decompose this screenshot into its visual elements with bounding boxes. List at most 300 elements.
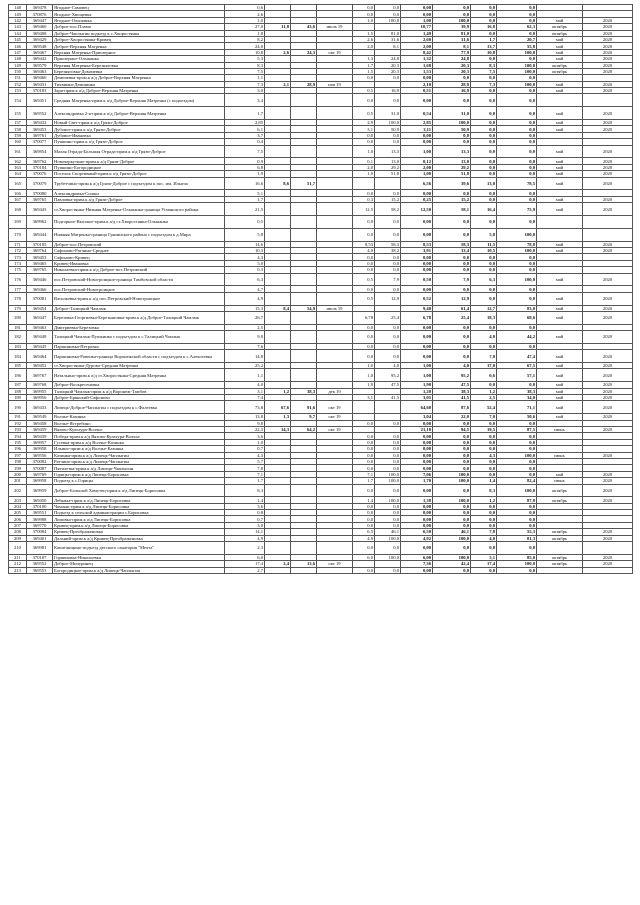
cell-plan-km: 0,0 (353, 11, 375, 17)
cell-plan-km: 0,0 (353, 420, 375, 426)
cell-fact-km: 0,51 (401, 88, 433, 94)
cell-fact-km: 0,00 (401, 433, 433, 439)
cell-year: 2020 (583, 478, 633, 484)
cell-road-id: 369458 (27, 420, 53, 426)
cell-repaired-km: 67,6 (265, 401, 291, 414)
cell-fact-km: 0,00 (401, 228, 433, 241)
cell-road-id: 369579 (27, 62, 53, 68)
cell-fact-pct: 94,5 (433, 427, 471, 433)
cell-plan-pct: 0,0 (375, 420, 401, 426)
cell-length: 6,8 (225, 164, 265, 170)
cell-year: 2020 (583, 452, 633, 458)
cell-month: май (537, 401, 583, 414)
cell-road-name: Волчье-Казинка (53, 414, 225, 420)
cell-plan-pct: 0,0 (375, 254, 401, 260)
cell-length: 0,4 (225, 139, 265, 145)
cell-plan-km: 0,0 (353, 567, 375, 573)
cell-fact-pct: 0,0 (433, 510, 471, 516)
cell-road-name: ст.Хворостянка-Нижняя Матренка-Ольшанка-граница Усманского района (53, 203, 225, 216)
cell-length: 21,5 (225, 203, 265, 216)
cell-norm-pct: 0,0 (497, 254, 537, 260)
cell-norm-pct: 0,0 (497, 88, 537, 94)
cell-row-number: 167 (9, 196, 27, 202)
cell-repaired-km: 14,3 (265, 427, 291, 433)
cell-norm-km: 2,5 (471, 395, 497, 401)
cell-norm-km: 7,8 (471, 529, 497, 535)
cell-norm-km: 6,3 (471, 273, 497, 286)
cell-fact-km: 2,00 (401, 43, 433, 49)
table-row (9, 311, 633, 324)
cell-length: 3,0 (225, 522, 265, 528)
cell-year: 2020 (583, 561, 633, 567)
cell-road-name: Поселок Спортивный-прим.к а/д Грязи-Доброе (53, 171, 225, 177)
cell-fact-pct: 13,3 (433, 145, 471, 158)
cell-row-number: 160 (9, 139, 27, 145)
cell-repaired-pct (291, 273, 317, 286)
cell-norm-km: 17,4 (471, 561, 497, 567)
cell-norm-pct: 100,0 (497, 62, 537, 68)
cell-road-id: 370082 (27, 458, 53, 464)
cell-norm-km: 0,0 (471, 56, 497, 62)
cell-repair-date: окт 19 (317, 561, 353, 567)
cell-fact-pct: 4,0 (433, 363, 471, 369)
cell-road-name: Верхняя Матренка-Березняговка (53, 62, 225, 68)
cell-length: 7,5 (225, 145, 265, 158)
cell-fact-pct: 0,0 (433, 439, 471, 445)
cell-road-id: 369408 (27, 30, 53, 36)
cell-norm-pct: 0,0 (497, 471, 537, 477)
cell-repair-date (317, 350, 353, 363)
cell-fact-pct: 58,1 (433, 203, 471, 216)
cell-norm-km: 0,0 (471, 164, 497, 170)
cell-plan-km: 0,0 (353, 522, 375, 528)
cell-fact-km: 1,53 (401, 68, 433, 74)
cell-norm-pct: 100,0 (497, 49, 537, 55)
cell-year: 2020 (583, 120, 633, 126)
cell-road-name: пос.Петровский-Новотроицкое (53, 286, 225, 292)
cell-fact-pct: 0,0 (433, 420, 471, 426)
cell-plan-pct: 0,0 (375, 439, 401, 445)
cell-road-id: 370184 (27, 164, 53, 170)
cell-repaired-km (265, 273, 291, 286)
cell-month: май (537, 36, 583, 42)
cell-plan-pct: 0,0 (375, 465, 401, 471)
cell-fact-pct: 12,9 (433, 292, 471, 305)
cell-fact-pct: 51,8 (433, 171, 471, 177)
cell-month (537, 542, 583, 555)
cell-plan-km: 0,0 (353, 510, 375, 516)
cell-norm-km: 0,0 (471, 542, 497, 555)
cell-norm-pct: 0,0 (497, 120, 537, 126)
cell-row-number: 199 (9, 465, 27, 471)
cell-road-id: 370100 (27, 503, 53, 509)
cell-norm-pct: 78,5 (497, 177, 537, 190)
cell-length: 7,3 (225, 81, 265, 87)
cell-norm-pct: 0,0 (497, 132, 537, 138)
cell-norm-km: 0,0 (471, 190, 497, 196)
cell-length: 2,5 (225, 324, 265, 330)
cell-road-id: 369431 (27, 81, 53, 87)
cell-road-id: 369463 (27, 68, 53, 74)
cell-road-id: 370185 (27, 241, 53, 247)
cell-norm-pct: 0,0 (497, 292, 537, 305)
cell-road-name: Ильино-прим.к а/д Волчье-Казинка (53, 446, 225, 452)
cell-fact-pct: 100,0 (433, 17, 471, 23)
cell-plan-pct: 58,2 (375, 203, 401, 216)
cell-repaired-pct (291, 215, 317, 228)
cell-length: 5,3 (225, 56, 265, 62)
cell-row-number: 181 (9, 324, 27, 330)
cell-row-number: 201 (9, 478, 27, 484)
cell-length: 1,8 (225, 30, 265, 36)
cell-repaired-pct (291, 107, 317, 120)
cell-norm-km: 0,0 (471, 30, 497, 36)
cell-plan-km: 0,0 (353, 254, 375, 260)
cell-road-name: Доброе-Талицкий Чамлык (53, 305, 225, 311)
cell-road-name: Горицы-прим.к а/д Липецк-Борисовка (53, 471, 225, 477)
cell-road-name: Доброе-Чаплыгин подъезд к с.Хворостянка (53, 30, 225, 36)
cell-plan-pct: 15,2 (375, 196, 401, 202)
cell-plan-pct: 0,0 (375, 11, 401, 17)
cell-road-id: 369464 (27, 350, 53, 363)
cell-norm-pct: 0,0 (497, 433, 537, 439)
cell-plan-km: 8,53 (353, 241, 375, 247)
cell-fact-km: 0,00 (401, 324, 433, 330)
cell-month: май (537, 382, 583, 388)
cell-row-number: 185 (9, 363, 27, 369)
cell-fact-pct: 0,0 (433, 542, 471, 555)
cell-plan-pct: 38,2 (375, 247, 401, 253)
cell-norm-km: 1,2 (471, 388, 497, 394)
cell-fact-km: 0,00 (401, 420, 433, 426)
cell-repair-date (317, 215, 353, 228)
cell-month: октябрь (537, 62, 583, 68)
cell-fact-km: 1,70 (401, 478, 433, 484)
cell-norm-km: 7,3 (471, 81, 497, 87)
cell-year: 2020 (583, 273, 633, 286)
cell-road-name: Доброе-пос.Пламя (53, 24, 225, 30)
cell-row-number: 170 (9, 228, 27, 241)
cell-road-name: Доброе-Большой Хомутец-прим.к а/д Липецк-Борисовка (53, 484, 225, 497)
cell-row-number: 209 (9, 535, 27, 541)
cell-repaired-km: 11,8 (265, 24, 291, 30)
cell-norm-pct: 57,1 (497, 369, 537, 382)
cell-plan-km: 1,0 (353, 145, 375, 158)
cell-year (583, 94, 633, 107)
cell-fact-pct: 20,3 (433, 68, 471, 74)
cell-plan-km: 0,0 (353, 228, 375, 241)
cell-fact-pct: 0,0 (433, 503, 471, 509)
cell-norm-pct: 0,0 (497, 260, 537, 266)
cell-plan-km: 0,0 (353, 5, 375, 11)
cell-road-id: 369444 (27, 228, 53, 241)
cell-road-id: 369467 (27, 49, 53, 55)
cell-row-number: 169 (9, 215, 27, 228)
cell-road-id: 369451 (27, 94, 53, 107)
cell-plan-pct: 0,0 (375, 452, 401, 458)
cell-norm-pct: 0,0 (497, 510, 537, 516)
cell-year: 2020 (583, 484, 633, 497)
cell-row-number: 165 (9, 177, 27, 190)
cell-length: 2,85 (225, 120, 265, 126)
cell-road-id: 370080 (27, 190, 53, 196)
cell-fact-pct: 38,3 (433, 388, 471, 394)
cell-plan-pct (375, 177, 401, 190)
cell-month: октябрь (537, 497, 583, 503)
cell-fact-pct: 0,0 (433, 132, 471, 138)
cell-norm-km: 4,0 (471, 535, 497, 541)
cell-fact-km: 21,10 (401, 427, 433, 433)
cell-length: 1,7 (225, 196, 265, 202)
cell-fact-pct: 0,0 (433, 567, 471, 573)
cell-month: май (537, 388, 583, 394)
cell-norm-km: 0,0 (471, 458, 497, 464)
cell-road-name: Паршиновка-Петровка (53, 343, 225, 349)
cell-road-id: 370187 (27, 554, 53, 560)
cell-norm-km: 0,0 (471, 343, 497, 349)
cell-fact-pct: 77,9 (433, 49, 471, 55)
cell-row-number: 213 (9, 567, 27, 573)
cell-plan-pct: 0,0 (375, 567, 401, 573)
cell-length: 2,6 (225, 11, 265, 17)
cell-road-name: Капитанщино-подъезд детского санатория "Мечта" (53, 542, 225, 555)
cell-fact-pct: 58,3 (433, 241, 471, 247)
cell-road-name: Кривец-Ивановка (53, 260, 225, 266)
cell-row-number: 152 (9, 81, 27, 87)
cell-year: 2020 (583, 401, 633, 414)
cell-norm-km: 0,0 (471, 522, 497, 528)
cell-road-id: 369447 (27, 17, 53, 23)
cell-year (583, 228, 633, 241)
cell-fact-km: 0,00 (401, 215, 433, 228)
cell-road-name: Казинка-прим.к а/д Липецк-Чаплыгин (53, 452, 225, 458)
cell-repaired-pct: 24,3 (291, 49, 317, 55)
cell-plan-pct: 29,2 (375, 164, 401, 170)
cell-road-name: Тихвинка-Демшинка (53, 81, 225, 87)
cell-length: 6,1 (225, 126, 265, 132)
cell-norm-km: 4,3 (471, 452, 497, 458)
cell-fact-pct: 81,0 (433, 30, 471, 36)
cell-month: май (537, 241, 583, 247)
cell-norm-km: 1,4 (471, 478, 497, 484)
cell-year: 2020 (583, 247, 633, 253)
cell-norm-km: 5,1 (471, 554, 497, 560)
cell-fact-pct: 15,2 (433, 196, 471, 202)
cell-norm-km: 0,0 (471, 446, 497, 452)
cell-fact-km: 6,00 (401, 554, 433, 560)
cell-fact-km: 0,00 (401, 439, 433, 445)
cell-length: 3,6 (225, 503, 265, 509)
cell-road-name: Павловка-прим.к а/д Грязи-Доброе (53, 196, 225, 202)
cell-row-number: 157 (9, 120, 27, 126)
cell-month: май (537, 247, 583, 253)
cell-road-id: 369446 (27, 273, 53, 286)
cell-length: 0,7 (225, 516, 265, 522)
cell-plan-pct: 100,0 (375, 497, 401, 503)
cell-repaired-pct: 51,7 (291, 177, 317, 190)
cell-plan-pct: 100,0 (375, 120, 401, 126)
cell-road-id: 369552 (27, 107, 53, 120)
cell-row-number: 207 (9, 522, 27, 528)
cell-plan-pct: 0,0 (375, 132, 401, 138)
cell-norm-pct: 100,0 (497, 561, 537, 567)
cell-fact-pct: 100,0 (433, 478, 471, 484)
cell-norm-pct: 0,0 (497, 196, 537, 202)
cell-plan-pct: 0,0 (375, 215, 401, 228)
cell-length: 27,0 (225, 24, 265, 30)
cell-length: 9,8 (225, 420, 265, 426)
cell-repaired-pct: 13,6 (291, 561, 317, 567)
cell-norm-km: 16,8 (471, 24, 497, 30)
cell-fact-pct: 0,0 (433, 190, 471, 196)
cell-month: октябрь (537, 30, 583, 36)
cell-norm-km: 0,0 (471, 503, 497, 509)
cell-plan-km: 0,5 (353, 88, 375, 94)
cell-repaired-pct: 38,3 (291, 388, 317, 394)
cell-row-number: 177 (9, 286, 27, 292)
cell-plan-km: 0,5 (353, 273, 375, 286)
cell-plan-km: 1,7 (353, 478, 375, 484)
cell-month: май (537, 471, 583, 477)
cell-road-id: 369465 (27, 260, 53, 266)
cell-repair-date (317, 145, 353, 158)
cell-road-id: 369445 (27, 343, 53, 349)
cell-road-name: Ягодное-Самовец (53, 5, 225, 11)
cell-length: 4,0 (225, 382, 265, 388)
cell-fact-pct: 0,0 (433, 350, 471, 363)
cell-year (583, 567, 633, 573)
cell-norm-pct: 0,0 (497, 542, 537, 555)
cell-length: 4,9 (225, 535, 265, 541)
cell-norm-km: 0,0 (471, 107, 497, 120)
cell-norm-pct: 55,8 (497, 43, 537, 49)
cell-road-name: Натальино-прим.к а/д ст.Хворостянка-Средняя Матренка (53, 369, 225, 382)
cell-fact-pct: 24,8 (433, 56, 471, 62)
cell-road-name: Николаевка-прим.к а/д Доброе-пос.Петровский (53, 267, 225, 273)
cell-fact-km: 12,50 (401, 203, 433, 216)
cell-plan-km: 1,3 (353, 56, 375, 62)
cell-row-number: 183 (9, 343, 27, 349)
cell-fact-km: 1,68 (401, 62, 433, 68)
cell-norm-km: 0,0 (471, 292, 497, 305)
cell-fact-pct: 0,0 (433, 75, 471, 81)
cell-road-name: Богородицкое-прим.к а/д Липецк-Чаплыгин (53, 567, 225, 573)
cell-length: 0,8 (225, 510, 265, 516)
cell-plan-pct: 25,4 (375, 311, 401, 324)
cell-month: май (537, 305, 583, 311)
roads-table (8, 4, 633, 574)
cell-norm-pct: 0,0 (497, 107, 537, 120)
cell-month: май (537, 43, 583, 49)
cell-month (537, 567, 583, 573)
cell-road-name: Подгорное-Высокое-прим.к а/д ст.Хворостянка-Ольшанка (53, 215, 225, 228)
cell-plan-pct: 0,0 (375, 484, 401, 497)
cell-fact-pct: 0,0 (433, 331, 471, 344)
cell-plan-km: 2,0 (353, 43, 375, 49)
cell-norm-km: 8,3 (471, 484, 497, 497)
cell-plan-km: 0,0 (353, 324, 375, 330)
cell-length: 25,2 (225, 363, 265, 369)
cell-plan-pct: 0,0 (375, 516, 401, 522)
cell-fact-km: 0,00 (401, 254, 433, 260)
cell-plan-km: 0,0 (353, 286, 375, 292)
cell-norm-pct: 100,0 (497, 484, 537, 497)
cell-repair-date (317, 292, 353, 305)
cell-length: 6,3 (225, 273, 265, 286)
cell-plan-pct: 8,1 (375, 43, 401, 49)
cell-repaired-pct: 9,7 (291, 414, 317, 420)
cell-repaired-km (265, 107, 291, 120)
cell-norm-pct: 0,0 (497, 94, 537, 107)
cell-plan-pct: 0,0 (375, 446, 401, 452)
table-row (9, 567, 633, 573)
cell-fact-pct: 0,0 (433, 267, 471, 273)
cell-month: май (537, 363, 583, 369)
cell-repair-date: июль 19 (317, 24, 353, 30)
cell-norm-pct: 0,0 (497, 267, 537, 273)
cell-road-id: 369459 (27, 427, 53, 433)
cell-month: май (537, 56, 583, 62)
cell-row-number: 146 (9, 43, 27, 49)
cell-norm-pct: 0,0 (497, 75, 537, 81)
cell-norm-pct: 0,0 (497, 458, 537, 464)
cell-norm-pct: 50,6 (497, 414, 537, 420)
cell-repaired-pct (291, 203, 317, 216)
cell-fact-pct: 50,9 (433, 126, 471, 132)
cell-fact-pct: 33,4 (433, 247, 471, 253)
cell-row-number: 175 (9, 267, 27, 273)
cell-fact-km: 0,00 (401, 452, 433, 458)
cell-plan-pct: 46,1 (375, 529, 401, 535)
cell-norm-pct: 0,0 (497, 126, 537, 132)
cell-plan-km: 1,4 (353, 497, 375, 503)
cell-fact-pct: 8,1 (433, 43, 471, 49)
cell-road-name: Липовка-прим.к а/д Липецк-Борисовка (53, 516, 225, 522)
cell-length: 4,3 (225, 254, 265, 260)
cell-norm-km: 0,0 (471, 94, 497, 107)
cell-road-id: 369453 (27, 254, 53, 260)
cell-norm-km: 13,7 (471, 43, 497, 49)
cell-length: 7,6 (225, 343, 265, 349)
cell-road-name: Дмитриевка-Березовка (53, 324, 225, 330)
cell-repaired-km (265, 311, 291, 324)
cell-repaired-pct: 43,6 (291, 24, 317, 30)
cell-plan-pct: 0,0 (375, 324, 401, 330)
cell-length: 5,7 (225, 458, 265, 464)
cell-year: 2020 (583, 36, 633, 42)
cell-fact-km: 6,56 (401, 177, 433, 190)
cell-length: 7,4 (225, 395, 265, 401)
cell-road-name: Пятилетка-прим.к а/д Липецк-Чаплыгин (53, 465, 225, 471)
cell-fact-km: 0,00 (401, 503, 433, 509)
cell-road-id: 369767 (27, 369, 53, 382)
cell-month: май (537, 177, 583, 190)
cell-fact-pct: 0,0 (433, 228, 471, 241)
cell-year: 2020 (583, 497, 633, 503)
cell-road-id: 369957 (27, 439, 53, 445)
cell-norm-pct: 0,0 (497, 11, 537, 17)
cell-norm-km: 0,0 (471, 11, 497, 17)
cell-length: 1,7 (225, 478, 265, 484)
cell-plan-pct: 0,0 (375, 542, 401, 555)
cell-length: 3,4 (225, 94, 265, 107)
cell-month (537, 228, 583, 241)
cell-fact-pct: 22,0 (433, 414, 471, 420)
cell-length: 24,0 (225, 43, 265, 49)
cell-month: май (537, 196, 583, 202)
cell-road-id: 369764 (27, 247, 53, 253)
cell-row-number: 195 (9, 439, 27, 445)
